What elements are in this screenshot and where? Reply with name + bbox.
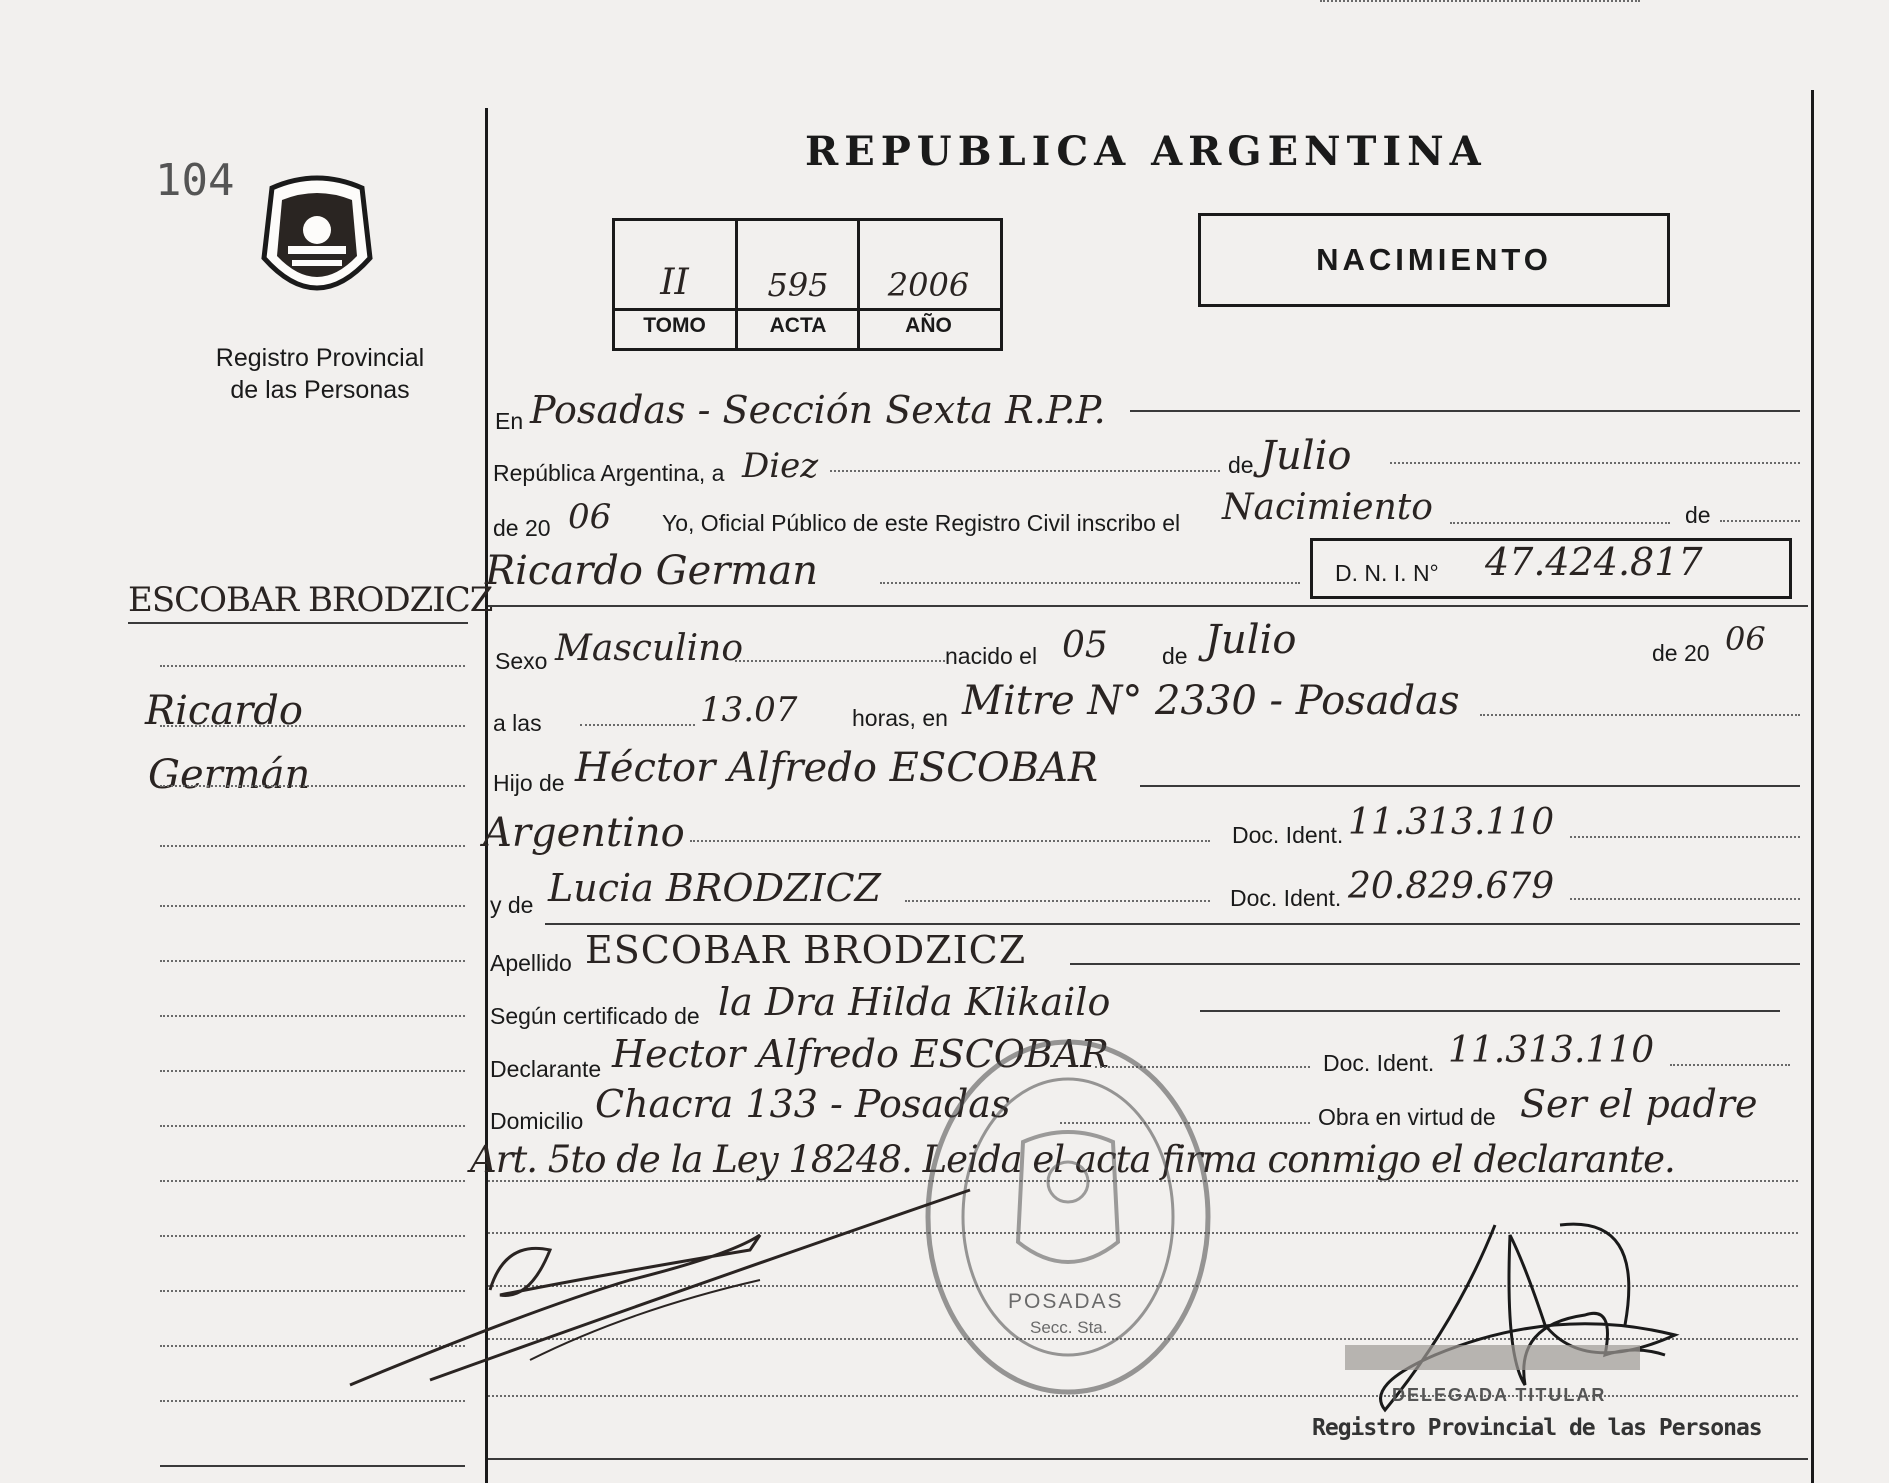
act-type: NACIMIENTO: [1316, 242, 1552, 277]
country-title: REPUBLICA ARGENTINA: [805, 128, 1487, 175]
official-role: DELEGADA TITULAR: [1392, 1385, 1607, 1405]
act-value: Nacimiento: [1222, 487, 1433, 528]
certificado-value: la Dra Hilda Klikailo: [718, 980, 1111, 1024]
margin-surname-line: [128, 622, 468, 624]
legal-note: Art. 5to de la Ley 18248. Leida el acta firma conmigo el declarante.: [470, 1138, 1675, 1181]
declarant-signature-icon: [330, 1180, 980, 1400]
de-end-label: de: [1685, 502, 1711, 528]
father-name: Héctor Alfredo ESCOBAR: [575, 745, 1099, 791]
dni-value: 47.424.817: [1485, 540, 1703, 584]
dotted-line: [1570, 836, 1800, 838]
margin-line: [160, 960, 465, 962]
margin-bottom-line: [160, 1465, 465, 1467]
margin-line: [160, 1125, 465, 1127]
row-line: [1140, 785, 1800, 787]
margin-given-name-1: Ricardo: [145, 688, 303, 734]
de20-label-2: de 20: [1652, 640, 1710, 666]
apellido-value: ESCOBAR BRODZICZ: [585, 928, 1027, 972]
row-line: [545, 923, 1800, 925]
mother-name: Lucia BRODZICZ: [548, 866, 881, 910]
a-las-label: a las: [493, 710, 542, 736]
margin-line: [160, 665, 465, 667]
birth-day-value: 05: [1062, 625, 1108, 666]
dotted-line: [1670, 1064, 1790, 1066]
anio-label: AÑO: [905, 314, 952, 337]
stamp-city: POSADAS: [1008, 1290, 1124, 1313]
father-doc-value: 11.313.110: [1348, 802, 1555, 843]
doc-ident-label: Doc. Ident.: [1232, 822, 1344, 848]
provincial-seal-icon: [252, 168, 382, 313]
dotted-line: [830, 470, 1220, 472]
yo-label: Yo, Oficial Público de este Registro Civil inscribo el: [662, 510, 1181, 536]
official-registry: Registro Provincial de las Personas: [1312, 1415, 1762, 1441]
row-line: [488, 1458, 1808, 1460]
child-name: Ricardo German: [485, 548, 818, 594]
acta-value: 595: [767, 266, 829, 304]
nacido-label: nacido el: [945, 643, 1038, 669]
dotted-line: [580, 724, 695, 726]
record-box-row-line: [612, 308, 1000, 311]
birth-place-value: Mitre N° 2330 - Posadas: [962, 678, 1460, 724]
declarante-value: Hector Alfredo ESCOBAR: [612, 1032, 1109, 1076]
de-label-2: de: [1162, 643, 1188, 669]
tomo-value: II: [660, 262, 689, 303]
de20-label: de 20: [493, 515, 551, 541]
doc-ident-label-2: Doc. Ident.: [1230, 885, 1342, 911]
sexo-value: Masculino: [555, 628, 744, 669]
month-value: Julio: [1260, 433, 1352, 479]
day-value: Diez: [742, 446, 819, 486]
apellido-label: Apellido: [490, 950, 572, 976]
time-value: 13.07: [700, 690, 798, 730]
obra-label: Obra en virtud de: [1318, 1104, 1496, 1130]
hijo-label: Hijo de: [493, 770, 565, 796]
domicilio-value: Chacra 133 - Posadas: [595, 1082, 1011, 1126]
margin-line: [160, 1015, 465, 1017]
row-line: [488, 605, 1808, 607]
acta-label: ACTA: [769, 314, 827, 337]
dotted-line: [1480, 714, 1800, 716]
mother-doc-value: 20.829.679: [1348, 866, 1555, 907]
y-de-label: y de: [490, 892, 534, 918]
en-label: En: [495, 408, 524, 434]
registry-name-line1: Registro Provincial: [215, 344, 425, 372]
declarante-doc-value: 11.313.110: [1448, 1030, 1655, 1071]
official-name-stamp: [1345, 1345, 1640, 1370]
republica-label: República Argentina, a: [493, 460, 725, 486]
row-line: [1130, 410, 1800, 412]
segun-label: Según certificado de: [490, 1003, 700, 1029]
dotted-line: [905, 900, 1210, 902]
margin-line: [160, 725, 465, 727]
sexo-label: Sexo: [495, 648, 548, 674]
declarante-label: Declarante: [490, 1056, 602, 1082]
margin-given-name-2: Germán: [148, 752, 311, 798]
margin-line: [160, 785, 465, 787]
row-line: [1200, 1010, 1780, 1012]
anio-value: 2006: [887, 266, 970, 304]
right-border: [1811, 90, 1814, 1483]
obra-value: Ser el padre: [1520, 1082, 1758, 1126]
margin-line: [160, 845, 465, 847]
registry-name: [185, 342, 455, 406]
stamp-sub: Secc. Sta.: [1030, 1318, 1108, 1337]
margin-surname: ESCOBAR BRODZICZ: [128, 580, 493, 620]
de-label: de: [1228, 452, 1254, 478]
birth-month-value: Julio: [1205, 617, 1297, 663]
dotted-line: [735, 660, 945, 662]
birth-year-value: 06: [1725, 620, 1766, 658]
dotted-line: [690, 840, 1210, 842]
doc-ident-label-3: Doc. Ident.: [1323, 1050, 1435, 1076]
dotted-line: [1450, 522, 1670, 524]
dotted-line: [1720, 520, 1800, 522]
dotted-line: [880, 582, 1300, 584]
horas-label: horas, en: [852, 705, 948, 731]
registry-name-line2: de las Personas: [230, 376, 410, 404]
dni-label: D. N. I. N°: [1335, 560, 1439, 586]
dotted-line: [1570, 898, 1800, 900]
margin-line: [160, 1400, 465, 1402]
row-line: [1070, 963, 1800, 965]
margin-line: [160, 1070, 465, 1072]
margin-line: [160, 905, 465, 907]
father-nationality: Argentino: [483, 810, 685, 856]
dotted-line: [1320, 0, 1640, 2]
place-value: Posadas - Sección Sexta R.P.P.: [530, 388, 1106, 432]
year-value: 06: [568, 497, 612, 537]
domicilio-label: Domicilio: [490, 1108, 584, 1134]
corner-number: 104: [155, 155, 235, 206]
tomo-label: TOMO: [643, 314, 706, 337]
dotted-line: [1390, 462, 1800, 464]
